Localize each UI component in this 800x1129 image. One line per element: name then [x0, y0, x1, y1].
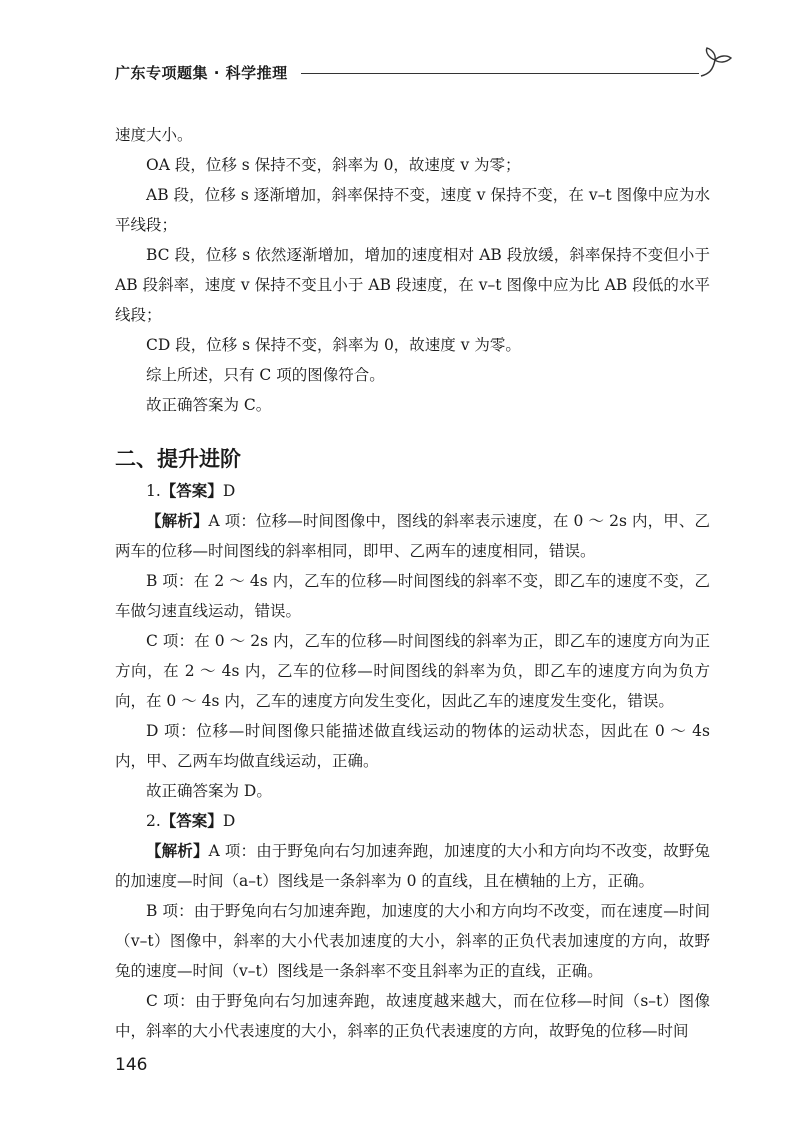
answer-value: D	[222, 812, 236, 830]
answer-tag: 【答案】	[160, 811, 223, 830]
analysis-tag: 【解析】	[146, 841, 209, 860]
paragraph: 速度大小。	[115, 126, 193, 144]
analysis-text: A 项：由于野兔向右匀加速奔跑，加速度的大小和方向均不改变，故野兔的加速度—时间（a–t）图线是一条斜率为 0 的直线，且在横轴的上方，正确。	[115, 842, 710, 890]
header-rule	[301, 73, 699, 74]
answer-value: D	[222, 482, 236, 500]
paragraph: 故正确答案为 C。	[146, 396, 272, 414]
question-1-conclusion: 故正确答案为 D。	[146, 782, 272, 800]
paragraph: OA 段，位移 s 保持不变，斜率为 0，故速度 v 为零；	[146, 156, 521, 174]
answer-tag: 【答案】	[160, 481, 223, 500]
question-1-analysis-c: C 项：在 0 ～ 2s 内，乙车的位移—时间图线的斜率为正，即乙车的速度方向为正方向，在 2 ～ 4s 内，乙车的位移—时间图线的斜率为负，即乙车的速度方向为负方向，在 0 ～ 4s 内，乙车的速度方向发生变化，因此乙车的速度发生变化，错误。	[115, 632, 710, 710]
question-2-analysis-a	[115, 836, 710, 896]
question-number: 1.	[146, 482, 161, 500]
question-2-analysis-b: B 项：由于野兔向右匀加速奔跑，加速度的大小和方向均不改变，而在速度—时间（v–t）图像中，斜率的大小代表加速度的大小，斜率的正负代表加速度的方向，故野兔的速度—时间（v–t）图线是一条斜率不变且斜率为正的直线，正确。	[115, 902, 710, 980]
paragraph: CD 段，位移 s 保持不变，斜率为 0，故速度 v 为零。	[146, 336, 521, 354]
section-title: 二、提升进阶	[115, 447, 241, 471]
question-1-analysis-d: D 项：位移—时间图像只能描述做直线运动的物体的运动状态，因此在 0 ～ 4s 内，甲、乙两车均做直线运动，正确。	[115, 722, 710, 770]
question-1-analysis-a	[115, 506, 710, 566]
paragraph: AB 段，位移 s 逐渐增加，斜率保持不变，速度 v 保持不变，在 v–t 图像中应为水平线段；	[115, 186, 710, 234]
page-body	[115, 120, 710, 1046]
paragraph: 综上所述，只有 C 项的图像符合。	[146, 366, 385, 384]
question-number: 2.	[146, 812, 161, 830]
header-title: 广东专项题集 · 科学推理	[115, 64, 288, 82]
running-header	[115, 62, 720, 86]
analysis-tag: 【解析】	[146, 511, 209, 530]
analysis-text: A 项：位移—时间图像中，图线的斜率表示速度，在 0 ～ 2s 内，甲、乙两车的位移—时间图线的斜率相同，即甲、乙两车的速度相同，错误。	[115, 512, 710, 560]
page-number: 146	[115, 1055, 148, 1075]
paragraph: BC 段，位移 s 依然逐渐增加，增加的速度相对 AB 段放缓，斜率保持不变但小于 AB 段斜率，速度 v 保持不变且小于 AB 段速度，在 v–t 图像中应为比 AB 段低的水平线段；	[115, 246, 710, 324]
question-2-analysis-c: C 项：由于野兔向右匀加速奔跑，故速度越来越大，而在位移—时间（s–t）图像中，斜率的大小代表速度的大小，斜率的正负代表速度的方向，故野兔的位移—时间	[115, 992, 710, 1040]
question-1-answer	[115, 476, 710, 506]
sprout-icon	[695, 46, 735, 82]
question-2-answer	[115, 806, 710, 836]
question-1-analysis-b: B 项：在 2 ～ 4s 内，乙车的位移—时间图线的斜率不变，即乙车的速度不变，乙车做匀速直线运动，错误。	[115, 572, 710, 620]
